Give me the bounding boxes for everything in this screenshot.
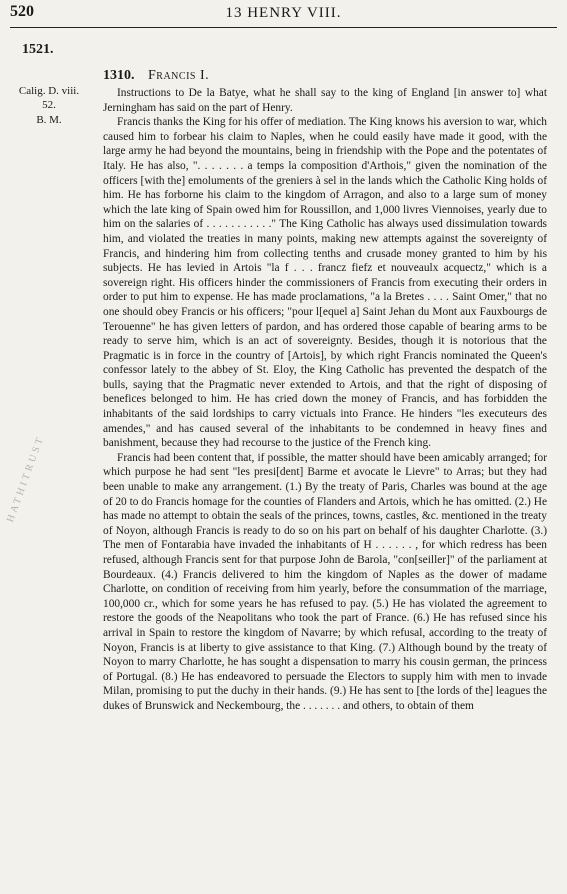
entry-name: Francis I. — [148, 68, 210, 83]
entry-body — [103, 86, 547, 886]
year-label: 1521. — [22, 42, 54, 57]
entry-number: 1310. — [103, 68, 135, 83]
running-title: 13 HENRY VIII. — [225, 5, 342, 21]
margin-ref-calig: Calig. D. viii. — [18, 85, 80, 97]
paragraph-arrangement: Francis had been content that, if possible, the matter should have been amicably arranged; for which purpose he had sent "les presi[dent] Barme et avocate le Lievre" to Arras; but they had been unable to make any arrangement. (1.) By the treaty of Paris, Charles was bound at the age of 20 to do Francis homage for the counties of Flanders and Artois, which he has omitted. (2.) He has made no attempt to obtain the seals of the princes, towns, castles, &c. mentioned in the treaty of Noyon, although Francis is ready to do so on his part on behalf of his daughter Charlotte. (3.) The men of Fontarabia have invaded the inhabitants of H . . . . . . , for which redress has been refused, although Francis sent for that purpose John de Barola, "con[seiller]" of the parliament at Bourdeaux. (4.) Francis delivered to him the kingdom of Naples as the dower of madame Charlotte, on condition of receiving from him yearly, before the consummation of the marriage, 100,000 cr., which for some years he has refused to pay. (5.) He has violated the agreement to restore the goods of the Neapolitans who took the part of France. (6.) He has refused since his arrival in Spain to restore the kingdom of Navarre; by which refusal, according to the treaty of Noyon, Francis is at liberty to give assistance to that King. (7.) Although bound by the treaty of Noyon to marry Charlotte, he has sought a dispensation to marry his cousin german, the princess of Portugal. (8.) He has endeavored to persuade the Electors to supply him with men to invade Milan, promising to put the duchy in their hands. (9.) He has sent to [the lords of the] leagues the dukes of Brunswick and Neckembourg, the . . . . . . . and others, to obtain of them — [103, 451, 547, 712]
page-header — [0, 0, 567, 26]
header-rule — [10, 27, 557, 28]
paragraph-thanks: Francis thanks the King for his offer of mediation. The King knows his aversion to war, which caused him to forbear his claim to Naples, when he could easily have made it good, with the large army he had beyond the mountains, being in friendship with the Pope and the potentates of Italy. He has also, ". . . . . . . a temps la composition d'Arthois," given the nomination of the officers [with the] emoluments of the greniers à sel in the lands which the Catholic King holds of him. He has forborne his claim to the kingdom of Arragon, and also to a large sum of money which the late king of Spain owed him for Roussillon, and 1,000 livres Viennoises, yearly due to him on the salaries of . . . . . . . . . . ." The King Catholic has always used dissimulation towards him, and violated the treaties in many points, making new attempts against the sovereignty of Francis, and hindering him from collecting tenths and crusade money granted to him by his subjects. He has levied in Artois "la f . . . francz fiefz et nouveaulx acquectz," which is a sovereign right. His officers hinder the commissioners of Francis from executing their orders in order to put him to expense. He has made proclamations, "a la Bretes . . . . Saint Omer," that no one should obey Francis or his officers; "pour l[equel a] Saint Jehan du Mont aux Fauxbourgs de Terouenne" he has given letters of pardon, and has ordered those capable of bearing arms to be ready to serve him, which is an act of sovereignty. Besides, though it is notorious that the Pragmatic is in force in the country of [Artois], by which right Francis nominated the Queen's confessor lately to the abbey of St. Eloy, the King Catholic has prevented the despatch of the bulls, saying that the Pragmatic never extended to Artois, and that the right of disposing of benefices belonged to him. He has cried down the money of Francis, and has forbidden the inhabitants of the said lordships to carry victuals into France. He hinders "les executeurs des amendes," and has caused several of the inhabitants to be condemned in heavy fines and banishment, because they had recourse to the justice of the French king. — [103, 116, 547, 450]
entry-heading — [103, 68, 209, 84]
paragraph-instructions: Instructions to De la Batye, what he shall say to the king of England [in answer to] what Jerningham has said on the part of Henry. — [103, 87, 547, 114]
margin-ref-folio: 52. — [42, 99, 56, 111]
margin-ref-bm: B. M. — [36, 114, 62, 126]
page-number: 520 — [10, 3, 34, 20]
library-watermark: HATHITRUST — [5, 433, 47, 524]
